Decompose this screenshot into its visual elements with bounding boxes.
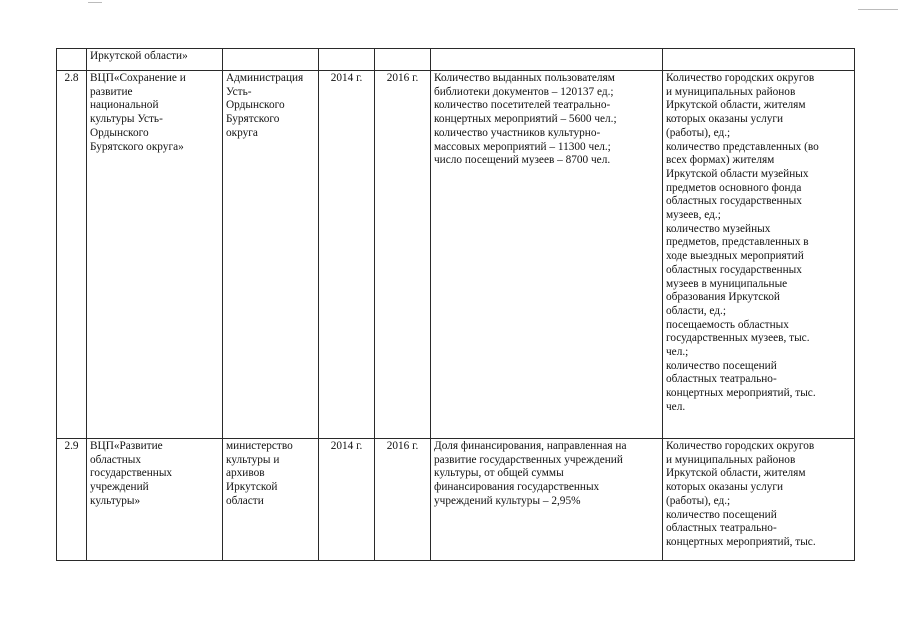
table-row bbox=[57, 49, 855, 71]
table-row bbox=[57, 71, 855, 439]
table-row bbox=[57, 439, 855, 561]
end-year: 2016 г. bbox=[375, 71, 431, 439]
program-name: ВЦП«Развитие областных государственных учреждений культуры» bbox=[87, 439, 223, 561]
start-year: 2014 г. bbox=[319, 71, 375, 439]
scan-speck-top-left bbox=[88, 2, 102, 3]
target-indicators: Доля финансирования, направленная на развитие государственных учреждений культуры, от общей суммы финансирования государственных учреждений культуры – 2,95% bbox=[431, 439, 663, 561]
row-number: 2.9 bbox=[57, 439, 87, 561]
program-name: Иркутской области» bbox=[87, 49, 223, 71]
executor: Администрация Усть- Ордынского Бурятского округа bbox=[223, 71, 319, 439]
start-year: 2014 г. bbox=[319, 439, 375, 561]
program-table bbox=[56, 48, 855, 561]
program-name: ВЦП«Сохранение и развитие национальной культуры Усть- Ордынского Бурятского округа» bbox=[87, 71, 223, 439]
executor: министерство культуры и архивов Иркутской области bbox=[223, 439, 319, 561]
measure-indicators bbox=[663, 49, 855, 71]
row-number: 2.8 bbox=[57, 71, 87, 439]
executor bbox=[223, 49, 319, 71]
measure-indicators: Количество городских округов и муниципальных районов Иркутской области, жителям которых оказаны услуги (работы), ед.; количество посещений областных театрально- концертных мероприятий, тыс. bbox=[663, 439, 855, 561]
target-indicators: Количество выданных пользователям библиотеки документов – 120137 ед.; количество посетителей театрально- концертных мероприятий – 5600 чел.; количество участников культурно- массовых мероприятий – 11300 чел.; число посещений музеев – 8700 чел. bbox=[431, 71, 663, 439]
scan-speck-top-right bbox=[858, 9, 898, 10]
end-year: 2016 г. bbox=[375, 439, 431, 561]
measure-indicators: Количество городских округов и муниципальных районов Иркутской области, жителям которых оказаны услуги (работы), ед.; количество представленных (во всех формах) жителям Иркутской области музейных предметов основного фонда областных государственных музеев, ед.; количество музейных предметов, представленных в ходе выездных мероприятий областных государственных музеев в муниципальные образования Иркутской области, ед.; посещаемость областных государственных музеев, тыс. чел.; количество посещений областных театрально- концертных мероприятий, тыс. чел. bbox=[663, 71, 855, 439]
end-year bbox=[375, 49, 431, 71]
start-year bbox=[319, 49, 375, 71]
row-number bbox=[57, 49, 87, 71]
target-indicators bbox=[431, 49, 663, 71]
